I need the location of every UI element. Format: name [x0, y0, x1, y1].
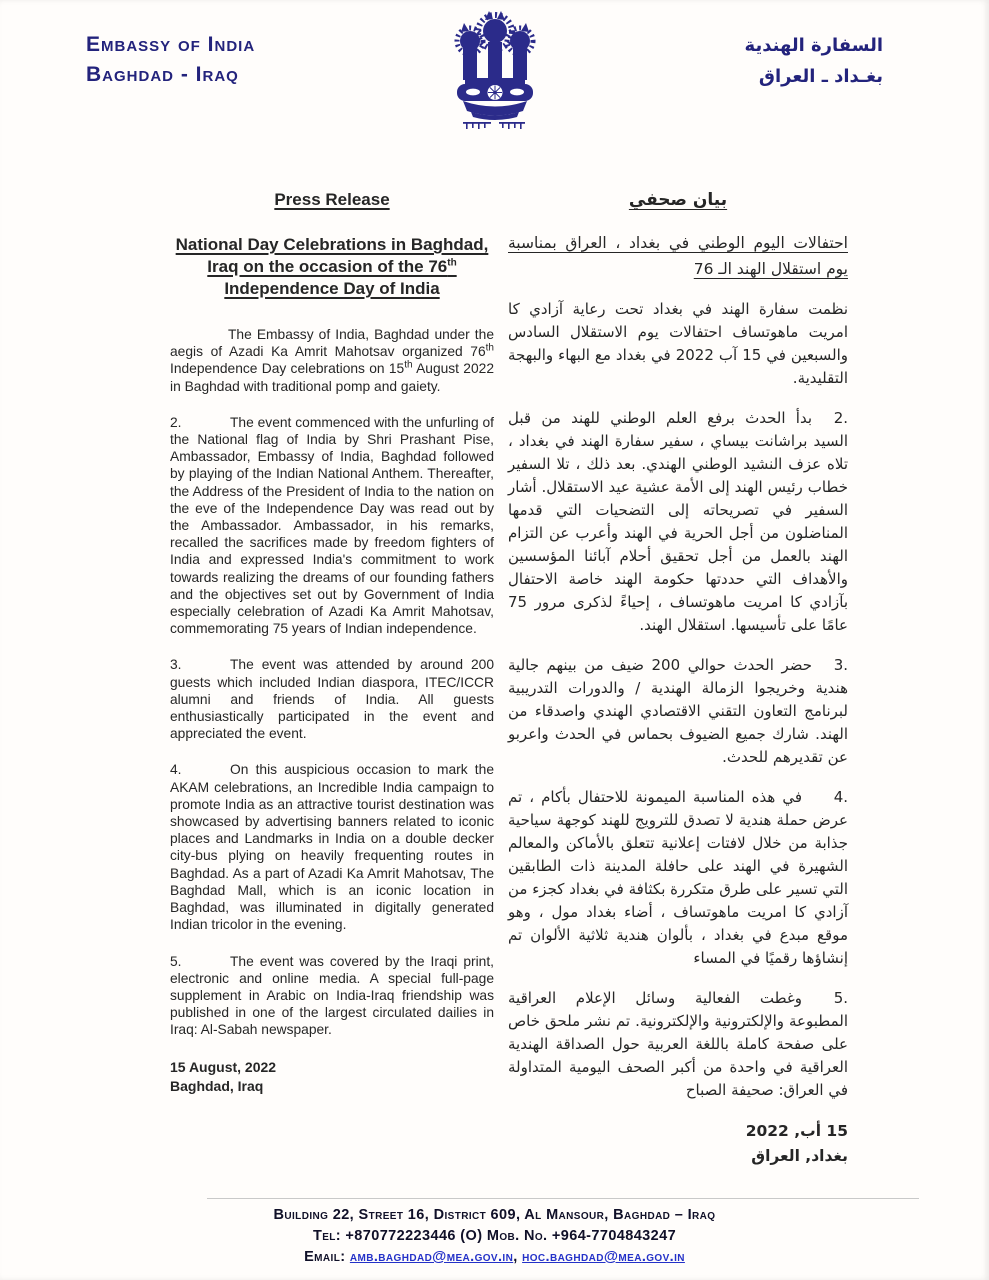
- letterhead-footer: [0, 1198, 989, 1268]
- english-title-part: National Day Celebrations in Baghdad, Iraq on the occasion of the 76: [175, 235, 489, 276]
- english-paragraph-2: 2. The event commenced with the unfurling of the National flag of India by Shri Prashant Pise, Ambassador, Embassy of India, Baghdad followed by playing of the Indian National Anthem. Thereafter, the Address of the President of India to the nation on the eve of the Independence Day was read out by the Ambassador. Ambassador, in his remarks, recalled the sacrifices made by freedom fighters of India and expressed India's commitment to work towards realizing the dreams of our founding fathers and the objectives set out by Government of India especially celebration of Azadi Ka Amrit Mahotsav, commemorating 75 years of Indian independence.: [170, 414, 494, 637]
- letterhead: [0, 0, 989, 154]
- english-column: [170, 190, 494, 1096]
- paragraph-number: 2.: [833, 409, 848, 427]
- arabic-paragraph-2: 2.بدأ الحدث برفع العلم الوطني للهند من قبل السيد براشانت بيساي ، سفير سفارة الهند في بغداد ، تلاه عزف النشيد الوطني الهندي. بعد ذلك ، تلا السفير خطاب رئيس الهند إلى الأمة عشية عيد الاستقلال. أشار السفير في تصريحاته إلى التضحيات التي قدمها المناضلون من أجل الحرية في الهند وأعرب عن التزام الهند بالعمل من أجل تحقيق أحلام آبائنا المؤسسين والأهداف التي حددتها حكومة الهند خاصة الاحتفال بآزادي كا امريت ماهوتساف ، إحياءً لذكرى مرور 75 عامًا على تأسيسها. استقلال الهند.: [508, 409, 848, 634]
- arabic-dateline: [508, 1119, 848, 1169]
- paragraph-number: 4.: [833, 788, 848, 806]
- paragraph-number: 4.: [170, 762, 182, 778]
- footer-phone: Tel: +870772223446 (O) Mob. No. +964-7704843247: [312, 1228, 677, 1244]
- email-separator: ,: [513, 1249, 523, 1265]
- arabic-paragraph-4: 4.في هذه المناسبة الميمونة للاحتفال بأكام ، تم عرض حملة هندية لا تصدق للترويج للهند كوجهة سياحية جذابة من خلال لافتات إعلانية تتعلق بالأماكن والمعالم الشهيرة في الهند على حافلة المدينة ذات الطابقين التي تسير على طرق متكررة بكثافة في بغداد كجزء من آزادي كا امريت ماهوتساف ، أضاء بغداد مول ، وهو موقع مبدع في بغداد ، بألوان هندية ثلاثية الألوان تم إنشاؤها رقميًا في المساء: [508, 788, 848, 967]
- english-title-sup: th: [447, 257, 457, 269]
- paragraph-number: 5.: [833, 989, 848, 1007]
- arabic-paragraph-3: 3.حضر الحدث حوالي 200 ضيف من بينهم جالية هندية وخريجوا الزمالة الهندية / والدورات التدريبية لبرنامج التعاون التقني الاقتصادي الهندي واصدقاء من الهند. شارك جميع الضيوف بحماس في الحدث واعربو عن تقديرهم للحدث.: [508, 656, 849, 766]
- english-paragraph-4: 4. On this auspicious occasion to mark the AKAM celebrations, an Incredible India campaign to promote India as an attractive tourist destination was showcased by advertising banners related to iconic places and Landmarks in India on a double decker city-bus plying on heavily frequenting routes in Baghdad. As a part of Azadi Ka Amrit Mahotsav, The Baghdad Mall, which is an iconic location in Baghdad, was illuminated in digitally generated Indian tricolor in the evening.: [170, 762, 494, 933]
- email-link-hoc[interactable]: hoc.baghdad@mea.gov.in: [522, 1249, 685, 1265]
- arabic-date: 15 أب, 2022: [745, 1122, 848, 1140]
- paragraph-number: 5.: [170, 953, 182, 969]
- embassy-name-line2: Baghdad - Iraq: [86, 63, 239, 86]
- english-paragraph-1: The Embassy of India, Baghdad under the aegis of Azadi Ka Amrit Mahotsav organized 76th Independence Day celebrations on 15th August 2022 in Baghdad with traditional pomp and gaiety.: [170, 327, 494, 394]
- embassy-name-arabic-line1: السفارة الهندية: [744, 35, 883, 56]
- footer-address: Building 22, Street 16, District 609, Al Mansour, Baghdad – Iraq: [273, 1207, 716, 1223]
- email-link-ambassador[interactable]: amb.baghdad@mea.gov.in: [349, 1249, 514, 1265]
- arabic-column: [508, 190, 848, 1169]
- english-place: Baghdad, Iraq: [170, 1077, 264, 1094]
- email-label: Email:: [304, 1249, 346, 1265]
- english-dateline: [170, 1058, 494, 1096]
- lion-capital-icon: [443, 8, 547, 130]
- arabic-paragraph-5: 5.وغطت الفعالية وسائل الإعلام العراقية المطبوعة والإلكترونية والإلكترونية. تم نشر ملحق خاص على صفحة كاملة باللغة العربية حول الصداقة الهندية العراقية في واحدة من أكبر الصحف اليومية المتداولة في العراق: صحيفة الصباح: [508, 989, 848, 1099]
- paragraph-number: 2.: [170, 414, 182, 430]
- embassy-name-line1: Embassy of India: [86, 33, 256, 56]
- embassy-name-arabic-line2: بغـداد ـ العراق: [758, 66, 883, 87]
- paragraph-number: 3.: [170, 657, 182, 673]
- english-paragraph-5: 5. The event was covered by the Iraqi print, electronic and online media. A special full-page supplement in Arabic on India-Iraq friendship was published in one of the largest circulated dailies in Iraq: Al-Sabah newspaper.: [170, 953, 494, 1038]
- paragraph-number: 3.: [833, 656, 849, 674]
- arabic-paragraph-1: نظمت سفارة الهند في بغداد تحت رعاية آزادي كا امريت ماهوتساف احتفالات يوم الاستقلال السادس والسبعين في 15 آب 2022 في بغداد مع البهاء والبهجة التقليدية.: [508, 300, 849, 387]
- english-date: 15 August, 2022: [170, 1058, 277, 1075]
- press-release-heading-arabic: بيان صحفي: [628, 190, 728, 210]
- arabic-place: بغداد, العراق: [751, 1147, 848, 1165]
- english-paragraph-3: 3. The event was attended by around 200 guests which included Indian diaspora, ITEC/ICCR alumni and friends of India. All guests enthusiastically participated in the event and appreciated the event.: [170, 657, 494, 742]
- english-title: [170, 234, 494, 300]
- document-body: [170, 190, 848, 1169]
- english-title-part: Independence Day of India: [224, 279, 440, 298]
- press-release-heading: Press Release: [274, 190, 390, 209]
- footer-email-line: [0, 1247, 989, 1268]
- motto-script: [463, 122, 525, 129]
- footer-divider: [207, 1198, 919, 1199]
- embassy-name-arabic-block: [745, 30, 883, 92]
- arabic-title: احتفالات اليوم الوطني في بغداد ، العراق بمناسبة يوم استقلال الهند الـ 76: [508, 234, 848, 278]
